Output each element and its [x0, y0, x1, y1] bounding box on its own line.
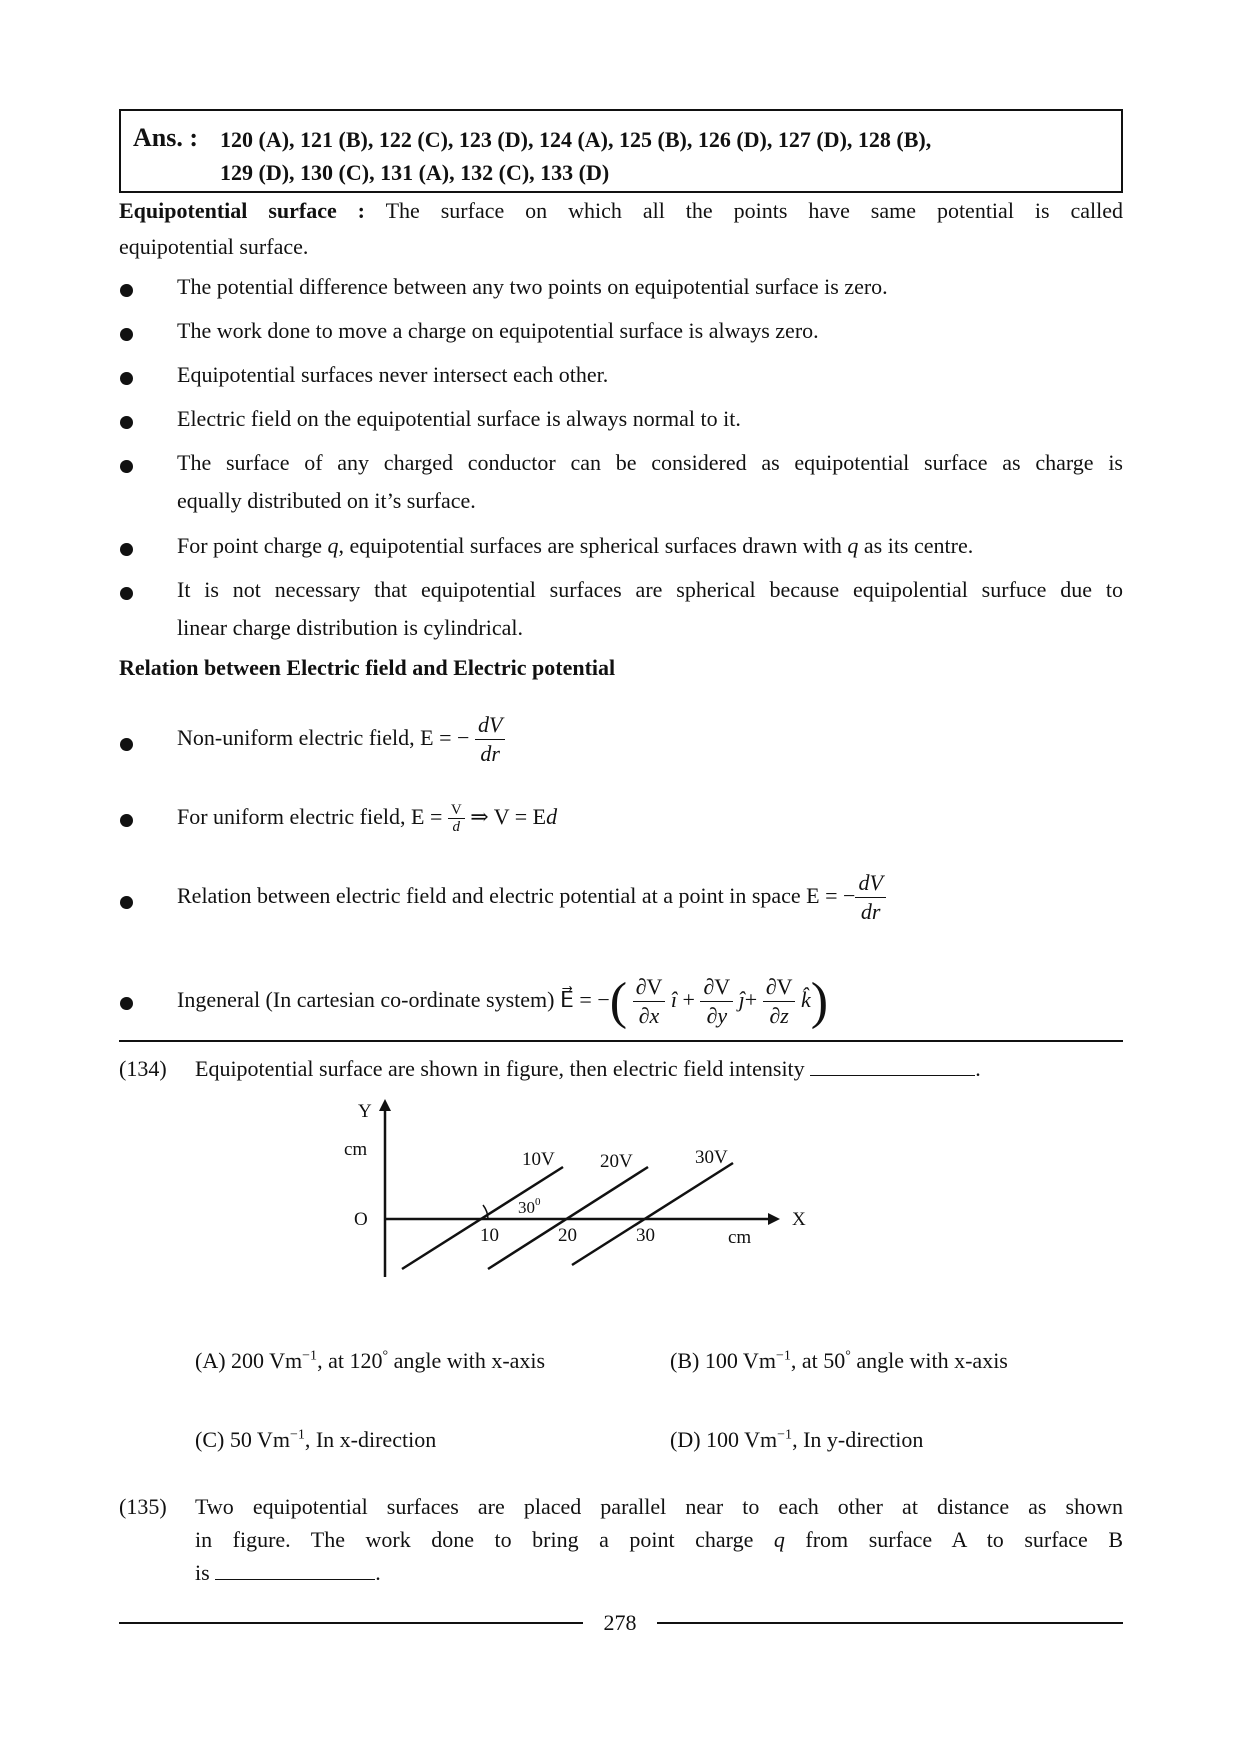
symbol-E: E [420, 725, 434, 750]
option-tail: angle with x-axis [850, 1348, 1008, 1373]
footer-rule-left [119, 1622, 583, 1624]
question-line-2 [195, 1527, 1123, 1553]
definition-line-1 [119, 192, 1123, 229]
question-end: . [975, 1056, 981, 1081]
y-unit-label: cm [344, 1139, 368, 1160]
formula-label: Non-uniform electric field, [177, 725, 415, 750]
bullet-text-6a: For point charge [177, 533, 323, 558]
bullet-text-5: The surface of any charged conductor can be considered as equipotential surface as charge is [177, 450, 1123, 475]
symbol-d: d [546, 804, 558, 829]
bullet-text-3: Equipotential surfaces never intersect each other. [177, 362, 609, 387]
charge-q: q [327, 533, 339, 558]
fraction [633, 973, 666, 1030]
equipotential-figure [330, 1095, 810, 1290]
page-number: 278 [603, 1610, 637, 1635]
fraction [448, 802, 465, 835]
unit-j: ĵ [738, 987, 745, 1012]
formula-label: Relation between electric field and electric potential at a point in space [177, 883, 801, 908]
section-heading: Relation between Electric field and Electric potential [119, 655, 616, 680]
x-axis-label: X [792, 1209, 806, 1230]
bullet-text-4: Electric field on the equipotential surface is always normal to it. [177, 406, 741, 431]
numerator: V [448, 802, 465, 819]
option-rest: , In x-direction [304, 1427, 437, 1452]
question-text [195, 1056, 981, 1082]
option-value: 200 Vm [231, 1348, 303, 1373]
question-line-2a: in figure. The work done to bring a point charge [195, 1527, 754, 1552]
option-label: (B) [670, 1348, 700, 1373]
denominator: d [452, 819, 461, 836]
bullet-icon [120, 460, 133, 473]
option-rest: , at 50 [790, 1348, 846, 1373]
denominator: dr [480, 741, 500, 767]
option-exponent: −1 [302, 1348, 318, 1364]
answer-blank [810, 1057, 975, 1076]
paren-right: ) [810, 972, 829, 1030]
answer-label: Ans. : [133, 123, 199, 152]
symbol-eq: = [439, 725, 452, 750]
option-a[interactable] [195, 1348, 545, 1374]
unit-i: î [670, 987, 677, 1012]
angle-value: 30 [518, 1198, 535, 1217]
denominator: dr [860, 899, 881, 925]
bullet-text-6c: as its centre. [863, 533, 974, 558]
symbol-eq: = [429, 804, 443, 829]
option-label: (D) [670, 1427, 701, 1452]
answer-line-1: 120 (A), 121 (B), 122 (C), 123 (D), 124 (A), 125 (B), 126 (D), 127 (D), 128 (B), [220, 127, 932, 152]
question-line-1: Two equipotential surfaces are placed parallel near to each other at distance as shown [195, 1494, 1123, 1519]
bullet-text-1: The potential difference between any two points on equipotential surface is zero. [177, 274, 888, 299]
bullet-text-6 [177, 527, 973, 565]
numerator: ∂V [700, 973, 733, 1002]
charge-q: q [847, 533, 859, 558]
denominator: ∂z [769, 1003, 789, 1029]
option-rest: , at 120 [317, 1348, 383, 1373]
symbol-E: E [806, 883, 820, 908]
option-b[interactable] [670, 1348, 1008, 1374]
bullet-icon [120, 328, 133, 341]
numerator: dV [855, 869, 885, 898]
formula-point [177, 866, 886, 926]
tick-label-30: 30 [636, 1225, 655, 1246]
surface-label-30v: 30V [695, 1147, 728, 1168]
numerator: ∂V [633, 973, 666, 1002]
denominator: ∂y [706, 1003, 728, 1029]
formula-label: Ingeneral (In cartesian co-ordinate system) [177, 987, 555, 1012]
y-axis-label: Y [358, 1101, 372, 1122]
option-tail: angle with x-axis [388, 1348, 546, 1373]
surface-label-20v: 20V [600, 1151, 633, 1172]
fraction [855, 869, 885, 926]
charge-q: q [773, 1527, 785, 1552]
option-label: (C) [195, 1427, 225, 1452]
symbol-minus: − [843, 883, 856, 908]
fraction [763, 973, 796, 1030]
fraction [475, 711, 505, 768]
symbol-E-vector: E⃗ [560, 987, 574, 1012]
fraction [700, 973, 733, 1030]
bullet-icon [120, 372, 133, 385]
implies-text: ⇒ V = E [470, 804, 547, 829]
option-label: (A) [195, 1348, 226, 1373]
answer-line-2: 129 (D), 130 (C), 131 (A), 132 (C), 133 (D) [220, 160, 610, 185]
tick-label-10: 10 [480, 1225, 499, 1246]
bullet-icon [120, 284, 133, 297]
option-value: 100 Vm [704, 1348, 776, 1373]
bullet-icon [120, 814, 133, 827]
answer-blank [215, 1561, 375, 1580]
formula-nonuniform [177, 708, 505, 768]
bullet-text-2: The work done to move a charge on equipotential surface is always zero. [177, 318, 819, 343]
question-number: (135) [119, 1494, 167, 1519]
bullet-text-5-cont: equally distributed on it’s surface. [177, 488, 476, 513]
bullet-icon [120, 587, 133, 600]
symbol-plus: + [744, 987, 758, 1012]
option-exponent: −1 [289, 1427, 305, 1443]
symbol-eq: = [579, 987, 592, 1012]
footer-rule-right [657, 1622, 1123, 1624]
paren-left: ( [609, 972, 628, 1030]
surface-30v-line [572, 1163, 733, 1265]
unit-k: k̂ [800, 987, 811, 1012]
denominator: ∂x [638, 1003, 660, 1029]
symbol-plus: + [682, 987, 695, 1012]
question-line-3-text: is [195, 1560, 210, 1585]
origin-label: O [354, 1209, 368, 1230]
surface-label-10v: 10V [522, 1149, 555, 1170]
symbol-minus: − [597, 987, 610, 1012]
bullet-text-6b: , equipotential surfaces are spherical surfaces drawn with [338, 533, 842, 558]
numerator: ∂V [763, 973, 796, 1002]
bullet-text-7: It is not necessary that equipotential surfaces are spherical because equipolential surfuce due to [177, 577, 1123, 602]
bullet-icon [120, 997, 133, 1010]
divider [119, 1040, 1123, 1042]
formula-label: For uniform electric field, [177, 804, 406, 829]
definition-line-2: equipotential surface. [119, 234, 309, 259]
bullet-icon [120, 896, 133, 909]
answer-box [119, 109, 1123, 193]
question-line-3 [195, 1560, 381, 1586]
formula-uniform [177, 798, 557, 836]
question-prompt: Equipotential surface are shown in figure, then electric field intensity [195, 1056, 805, 1081]
symbol-eq: = [825, 883, 838, 908]
option-c[interactable] [195, 1427, 436, 1453]
option-exponent: −1 [777, 1427, 793, 1443]
degree-sign: ° [382, 1348, 389, 1364]
bullet-text-7-cont: linear charge distribution is cylindrical. [177, 615, 523, 640]
option-value: 100 Vm [706, 1427, 778, 1452]
y-axis-arrow-icon [379, 1099, 391, 1111]
bullet-icon [120, 416, 133, 429]
formula-general [177, 960, 828, 1040]
question-end: . [375, 1560, 381, 1585]
x-axis-arrow-icon [768, 1213, 780, 1225]
numerator: dV [475, 711, 505, 740]
degree-sign: ° [845, 1348, 851, 1364]
bullet-icon [120, 738, 133, 751]
option-rest: , In y-direction [792, 1427, 924, 1452]
question-number: (134) [119, 1056, 167, 1081]
tick-label-20: 20 [558, 1225, 577, 1246]
option-d[interactable] [670, 1427, 923, 1453]
question-line-2b: from surface A to surface B [805, 1527, 1124, 1552]
option-exponent: −1 [775, 1348, 791, 1364]
term-equipotential-surface: Equipotential surface : [119, 198, 366, 223]
definition-text: The surface on which all the points have same potential is called [385, 198, 1124, 223]
angle-degree: 0 [535, 1196, 541, 1208]
symbol-minus: − [457, 725, 470, 750]
option-value: 50 Vm [229, 1427, 290, 1452]
symbol-E: E [410, 804, 425, 829]
x-unit-label: cm [728, 1227, 752, 1248]
angle-label [518, 1196, 541, 1217]
bullet-icon [120, 543, 133, 556]
